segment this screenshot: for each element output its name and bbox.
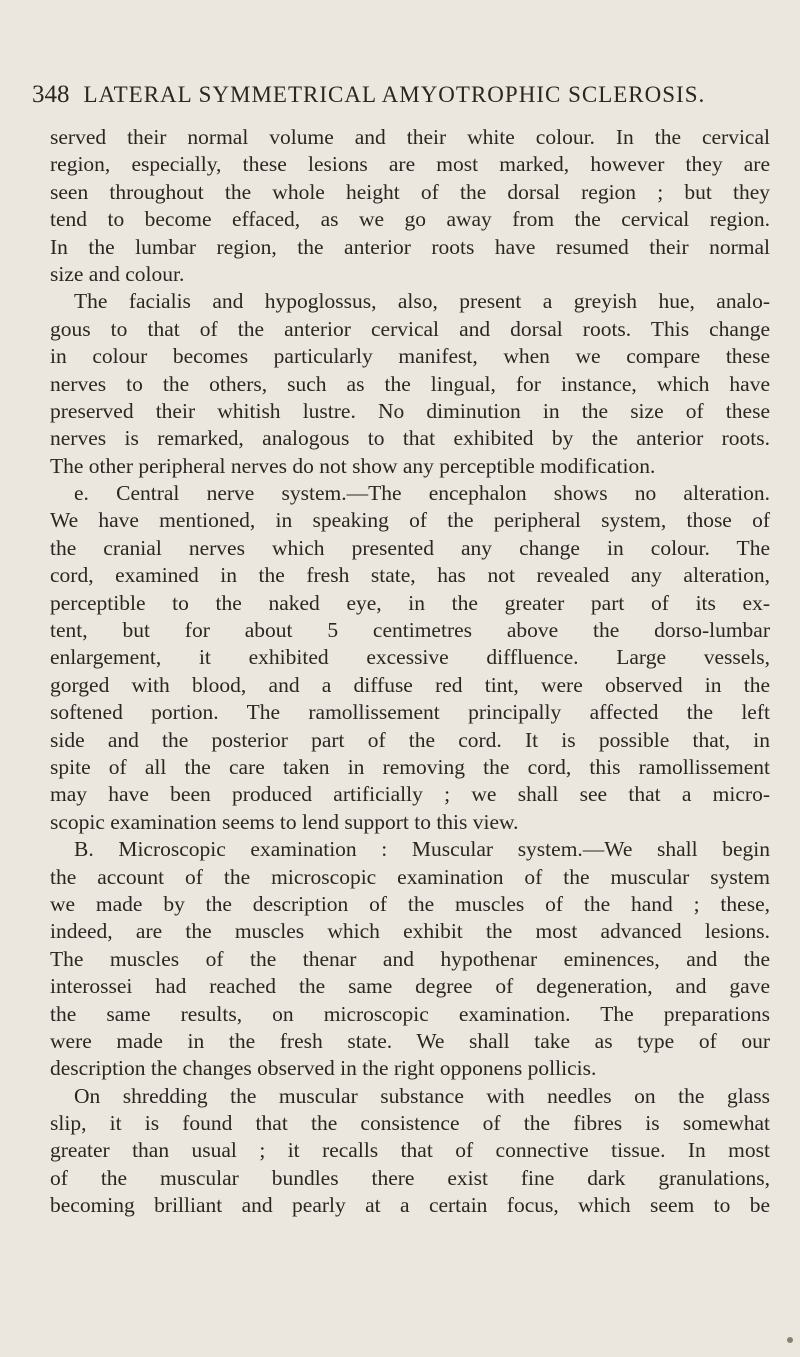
text-line: On shredding the muscular substance with needles on the glass bbox=[74, 1083, 770, 1108]
text-line: tent, but for about 5 centimetres above the dorso-lumbar bbox=[50, 618, 770, 643]
text-line: interossei had reached the same degree of degeneration, and gave bbox=[50, 974, 770, 999]
text-line: We have mentioned, in speaking of the peripheral system, those of bbox=[50, 508, 770, 533]
text-line: softened portion. The ramollissement principally affected the left bbox=[50, 700, 770, 725]
text-line: the same results, on microscopic examination. The preparations bbox=[50, 1001, 770, 1026]
text-line: indeed, are the muscles which exhibit the most advanced lesions. bbox=[50, 919, 770, 944]
text-line: e. Central nerve system.—The encephalon shows no alteration. bbox=[74, 481, 770, 506]
text-line: the cranial nerves which presented any change in colour. The bbox=[50, 535, 770, 560]
running-title: LATERAL SYMMETRICAL AMYOTROPHIC SCLEROSIS. bbox=[83, 82, 706, 107]
body-text bbox=[50, 124, 770, 1220]
text-line: we made by the description of the muscles of the hand ; these, bbox=[50, 891, 770, 916]
text-line: enlargement, it exhibited excessive diffluence. Large vessels, bbox=[50, 645, 770, 670]
text-line: served their normal volume and their white colour. In the cervical bbox=[50, 125, 770, 149]
text-line: In the lumbar region, the anterior roots have resumed their normal bbox=[50, 234, 770, 259]
text-line: tend to become effaced, as we go away from the cervical region. bbox=[50, 207, 770, 232]
text-line: the account of the microscopic examination of the muscular system bbox=[50, 864, 770, 889]
text-line: slip, it is found that the consistence of the fibres is somewhat bbox=[50, 1111, 770, 1136]
text-line: gous to that of the anterior cervical and dorsal roots. This change bbox=[50, 316, 770, 341]
text-line: nerves is remarked, analogous to that exhibited by the anterior roots. bbox=[50, 426, 770, 451]
text-line: spite of all the care taken in removing the cord, this ramollissement bbox=[50, 754, 770, 779]
text-line: The other peripheral nerves do not show any perceptible modification. bbox=[50, 453, 656, 478]
page-number: 348 bbox=[32, 81, 70, 108]
text-line: nerves to the others, such as the lingual, for instance, which have bbox=[50, 371, 770, 396]
text-line: region, especially, these lesions are most marked, however they are bbox=[50, 152, 770, 177]
text-line: gorged with blood, and a diffuse red tint, were observed in the bbox=[50, 672, 770, 697]
text-line: becoming brilliant and pearly at a certain focus, which seem to be bbox=[50, 1193, 770, 1218]
text-line: cord, examined in the fresh state, has not revealed any alteration, bbox=[50, 563, 770, 588]
text-line: size and colour. bbox=[50, 261, 185, 286]
page-speck-mark bbox=[787, 1337, 793, 1343]
text-line: B. Microscopic examination : Muscular system.—We shall begin bbox=[74, 837, 770, 862]
text-line: preserved their whitish lustre. No diminution in the size of these bbox=[50, 398, 770, 423]
text-line: side and the posterior part of the cord. It is possible that, in bbox=[50, 727, 770, 752]
text-line: perceptible to the naked eye, in the greater part of its ex- bbox=[50, 590, 770, 615]
text-line: description the changes observed in the right opponens pollicis. bbox=[50, 1056, 597, 1081]
text-line: seen throughout the whole height of the dorsal region ; but they bbox=[50, 179, 770, 204]
text-line: of the muscular bundles there exist fine dark granulations, bbox=[50, 1165, 770, 1190]
text-line: may have been produced artificially ; we shall see that a micro- bbox=[50, 782, 770, 807]
text-line: The muscles of the thenar and hypothenar eminences, and the bbox=[50, 946, 770, 971]
text-line: in colour becomes particularly manifest, when we compare these bbox=[50, 344, 770, 369]
text-line: The facialis and hypoglossus, also, present a greyish hue, analo- bbox=[74, 289, 770, 314]
text-line: scopic examination seems to lend support to this view. bbox=[50, 809, 519, 834]
text-line: were made in the fresh state. We shall take as type of our bbox=[50, 1028, 770, 1053]
text-line: greater than usual ; it recalls that of connective tissue. In most bbox=[50, 1138, 770, 1163]
running-head bbox=[32, 81, 782, 111]
